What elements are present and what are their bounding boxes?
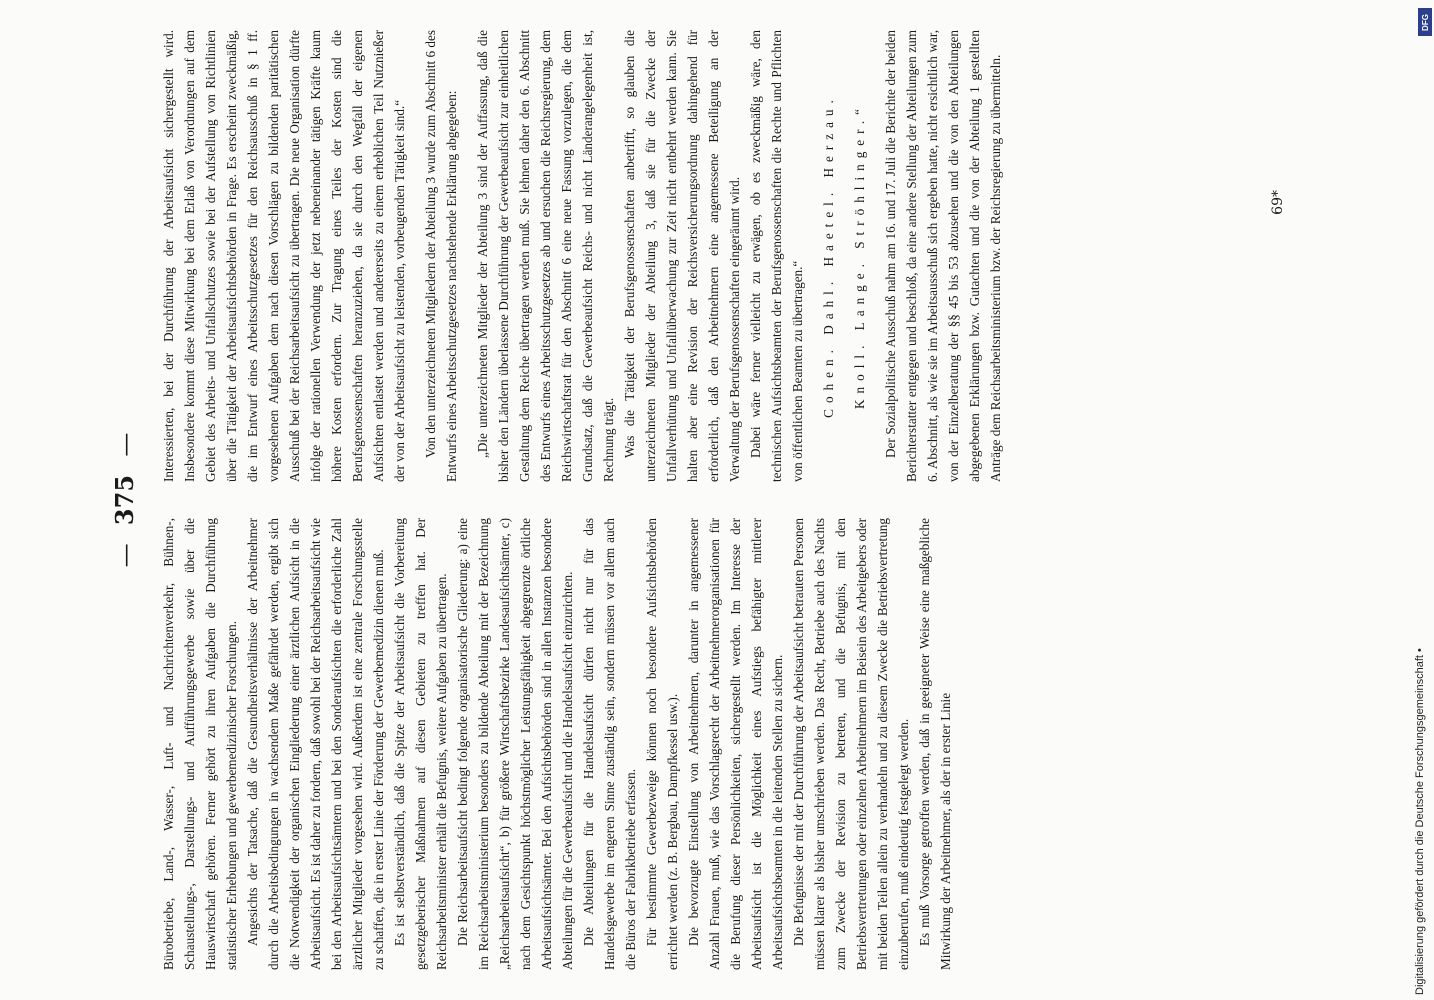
paragraph: Die Abteilungen für die Handelsaufsicht dürfen nicht nur für das Handelsgewerbe im engeren Sinne zuständig sein, sondern müssen vor allem auch die Büros der Fabrikbetriebe erfassen. <box>581 518 638 970</box>
paragraph: Es muß Vorsorge getroffen werden, daß in geeigneter Weise eine maßgebliche Mitwirkung der Arbeitnehmer, als der in erster Linie <box>917 518 953 970</box>
paragraph: Für bestimmte Gewerbezweige können noch besondere Aufsichtsbehörden errichtet werden (z. B. Bergbau, Dampfkessel usw.). <box>644 518 680 970</box>
paragraph: Die Befugnisse der mit der Durchführung der Arbeitsaufsicht betrauten Personen müssen klarer als bisher umschrieben werden. Das Recht, Betriebe auch des Nachts zum Zwecke der Revision zu betreten, und die Befugnis, mit den Betriebsvertretungen oder einzelnen Arbeitnehmern im Beisein des Arbeitgebers oder mit beiden Teilen allein zu verhandeln und zu diesem Zwecke die Betriebsvertretung einzuberufen, muß eindeutig festgelegt werden. <box>791 518 911 970</box>
paragraph: Interessierten, bei der Durchführung der Arbeitsaufsicht sichergestellt wird. Insbesondere kommt diese Mitwirkung bei dem Erlaß von Verordnungen auf dem Gebiet des Arbeits- und Unfallschutzes sowie bei der Aufstellung von Richtlinien über die Tätigkeit der Arbeitsaufsichtsbehörden in Frage. Es erscheint zweckmäßig, die im Entwurf eines Arbeitsschutzgesetzes für den Reichsausschuß in § 1 ff. vorgesehenen Aufgaben dem nach diesen Vorschlägen zu bildenden paritätischen Ausschuß bei der Reichsarbeitsaufsicht zu übertragen. Die neue Organisation dürfte infolge der rationellen Verwendung der jetzt nebeneinander tätigen Kräfte kaum höhere Kosten erfordern. Zur Tragung eines Teiles der Kosten sind die Berufsgenossenschaften heranzuziehen, da sie durch den Wegfall der eigenen Aufsichten entlastet werden und andererseits zu einem erheblichen Teil Nutznießer der von der Arbeitsaufsicht zu leistenden, vorbeugenden Tätigkeit sind.“ <box>161 30 407 482</box>
rotated-document-page <box>110 30 1310 970</box>
footer-page-number: 69* <box>1270 190 1286 215</box>
dfg-logo <box>1418 8 1432 36</box>
paragraph: Es ist selbstverständlich, daß die Spitze der Arbeitsaufsicht die Vorbereitung gesetzgeberischer Maßnahmen auf diesen Gebieten zu treffen hat. Der Reichsarbeitsminister erhält die Befugnis, weitere Aufgaben zu übertragen. <box>392 518 449 970</box>
left-column <box>158 518 956 970</box>
paragraph: Angesichts der Tatsache, daß die Gesundheitsverhältnisse der Arbeitnehmer durch die Arbeitsbedingungen in wachsendem Maße gefährdet werden, ergibt sich die Notwendigkeit der organischen Eingliederung einer ärztlichen Aufsicht in die Arbeitsaufsicht. Es ist daher zu fordern, daß sowohl bei der Reichsarbeitsaufsicht wie bei den Arbeitsaufsichtsämtern und bei den Sonderaufsichten die erforderliche Zahl ärztlicher Mitglieder vorgesehen wird. Außerdem ist eine zentrale Forschungsstelle zu schaffen, die in erster Linie der Förderung der Gewerbemedizin dienen muß. <box>245 518 386 970</box>
paragraph: „Die unterzeichneten Mitglieder der Abteilung 3 sind der Auffassung, daß die bisher den Ländern überlassene Durchführung der Gewerbeaufsicht zur einheitlichen Gestaltung dem Reiche übertragen werden muß. Sie lehnen daher den 6. Abschnitt des Entwurfs eines Arbeitsschutzgesetzes ab und ersuchen die Reichsregierung, dem Reichswirtschaftsrat für den Abschnitt 6 eine neue Fassung vorzulegen, die dem Grundsatz, daß die Gewerbeaufsicht Reichs- und nicht Länderangelegenheit ist, Rechnung trägt. <box>475 30 616 482</box>
right-column <box>158 30 1006 482</box>
paragraph: Was die Tätigkeit der Berufsgenossenschaften anbetrifft, so glauben die unterzeichneten Mitglieder der Abteilung 3, daß sie für die Zwecke der Unfallverhütung und Unfallüberwachung zur Zeit nicht entbehrt werden kann. Sie halten aber eine Revision der Reichsversicherungsordnung dahingehend für erforderlich, daß den Arbeitnehmern eine angemessene Beteiligung an der Verwaltung der Berufsgenossenschaften eingeräumt wird. <box>622 30 742 482</box>
paragraph: Der Sozialpolitische Ausschuß nahm am 16. und 17. Juli die Berichte der beiden Berichterstatter entgegen und beschloß, da eine andere Stellung der Abteilungen zum 6. Abschnitt, als wie sie im Arbeitsausschuß sich ergeben hatte, nicht ersichtlich war, von der Einzelberatung der §§ 45 bis 53 abzusehen und die von den Abteilungen abgegebenen Erklärungen bzw. Gutachten und die von der Abteilung 1 gestellten Anträge dem Reichsarbeitsministerium bzw. der Reichsregierung zu übermitteln. <box>883 30 1003 482</box>
paragraph: Die Reichsarbeitsaufsicht bedingt folgende organisatorische Gliederung: a) eine im Reichsarbeitsministerium besonders zu bildende Abteilung mit der Bezeichnung „Reichsarbeitsaufsicht“, b) für größere Wirtschaftsbezirke Landesaufsichtsämter, c) nach dem Gesichtspunkt höchstmöglicher Leistungsfähigkeit abgegrenzte örtliche Arbeitsaufsichtsämter. Bei den Aufsichtsbehörden sind in allen Instanzen besondere Abteilungen für die Gewerbeaufsicht und die Handelsaufsicht einzurichten. <box>455 518 575 970</box>
page-number: 375 <box>110 474 139 526</box>
page-header <box>110 30 150 970</box>
paragraph: Bürobetriebe, Land-, Wasser-, Luft- und Nachrichtenverkehr, Bühnen-, Schaustellungs-, Darstellungs- und Aufführungsgewerbe sowie über die Hauswirtschaft gehören. Ferner gehört zu ihren Aufgaben die Durchführung statistischer Erhebungen und gewerbemedizinischer Forschungen. <box>161 518 239 970</box>
digitization-credit: Digitalisierung gefördert durch die Deutsche Forschungsgemeinschaft • <box>1414 648 1426 995</box>
signature-line: Cohen. Dahl. Haetel. Herzau. <box>821 94 836 418</box>
paragraph: Die bevorzugte Einstellung von Arbeitnehmern, darunter in angemessener Anzahl Frauen, muß, wie das Vorschlagsrecht der Arbeitnehmerorganisationen für die Berufung dieser Persönlichkeiten, sichergestellt werden. Im Interesse der Arbeitsaufsicht ist die Möglichkeit eines Aufstiegs befähigter mittlerer Arbeitsaufsichtsbeamten in die leitenden Stellen zu sichern. <box>686 518 785 970</box>
signature-line: Knoll. Lange. Ströhlinger.“ <box>852 103 867 409</box>
header-dash-left: — <box>111 543 139 568</box>
paragraph: Dabei wäre ferner vielleicht zu erwägen, ob es zweckmäßig wäre, den technischen Aufsichtsbeamten der Berufsgenossenschaften die Rechte und Pflichten von öffentlichen Beamten zu übertragen.“ <box>748 30 805 482</box>
header-dash-right: — <box>111 432 139 457</box>
dfg-logo-text: DFG <box>1420 13 1430 31</box>
paragraph: Von den unterzeichneten Mitgliedern der Abteilung 3 wurde zum Abschnitt 6 des Entwurfs eines Arbeitsschutzgesetzes nachstehende Erklärung abgegeben: <box>423 30 459 482</box>
